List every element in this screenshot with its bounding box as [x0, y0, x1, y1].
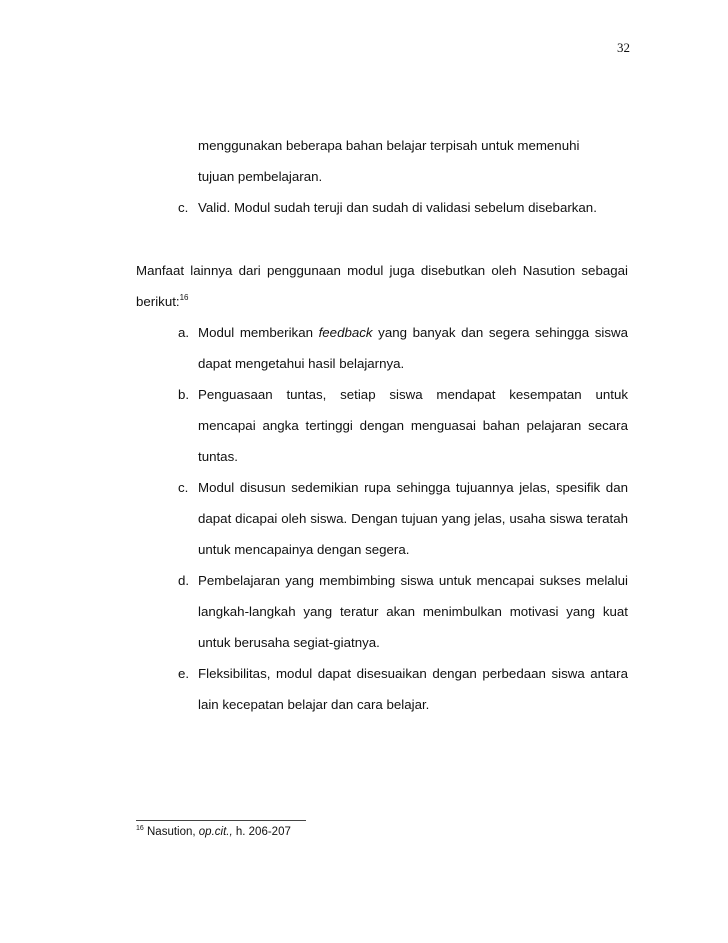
text-after-emphasis: yang banyak dan segera sehingga siswa dapat mengetahui hasil belajarnya. — [198, 325, 628, 371]
emphasis-feedback: feedback — [318, 325, 373, 340]
footnote-divider — [136, 820, 306, 821]
list-item-fleksibilitas — [136, 658, 628, 720]
list-item-text: Penguasaan tuntas, setiap siswa mendapat kesempatan untuk mencapai angka tertinggi dengan menguasai bahan pelajaran secara tuntas. — [198, 387, 628, 464]
list-item-text — [198, 317, 628, 379]
list-item-text: Pembelajaran yang membimbing siswa untuk mencapai sukses melalui langkah-langkah yang teratur akan menimbulkan motivasi yang kuat untuk berusaha segiat-giatnya. — [198, 573, 628, 650]
list-item-text: Valid. Modul sudah teruji dan sudah di validasi sebelum disebarkan. — [198, 200, 597, 215]
body-text — [136, 130, 628, 720]
list-item-pembelajaran — [136, 565, 628, 658]
list-marker: a. — [178, 325, 190, 340]
list-marker: c. — [178, 200, 189, 215]
list-marker: d. — [178, 573, 190, 588]
paragraph-text: Manfaat lainnya dari penggunaan modul juga disebutkan oleh Nasution sebagai berikut: — [136, 263, 628, 309]
text-before-emphasis: Modul memberikan — [198, 325, 319, 340]
list-item-valid — [136, 192, 628, 223]
paragraph-manfaat — [136, 255, 628, 317]
footnote — [136, 824, 291, 840]
footnote-author: Nasution, — [147, 826, 199, 838]
list-marker: e. — [178, 666, 190, 681]
list-item-tujuan — [136, 472, 628, 565]
list-item-feedback — [136, 317, 628, 379]
footnote-source: op.cit., — [198, 826, 233, 838]
list-marker: c. — [178, 480, 189, 495]
footnote-number: 16 — [136, 825, 144, 832]
carryover-line-2: tujuan pembelajaran. — [198, 169, 323, 184]
list-item-penguasaan — [136, 379, 628, 472]
page-number: 32 — [617, 40, 630, 55]
carryover-line-1: menggunakan beberapa bahan belajar terpisah untuk memenuhi — [198, 138, 580, 153]
footnote-reference: 16 — [179, 293, 189, 302]
list-item-text: Modul disusun sedemikian rupa sehingga tujuannya jelas, spesifik dan dapat dicapai oleh siswa. Dengan tujuan yang jelas, usaha siswa teratah untuk mencapainya dengan segera. — [198, 480, 628, 557]
list-item-text: Fleksibilitas, modul dapat disesuaikan dengan perbedaan siswa antara lain kecepatan belajar dan cara belajar. — [198, 666, 628, 712]
list-marker: b. — [178, 387, 190, 402]
footnote-pages: h. 206-207 — [232, 826, 291, 838]
